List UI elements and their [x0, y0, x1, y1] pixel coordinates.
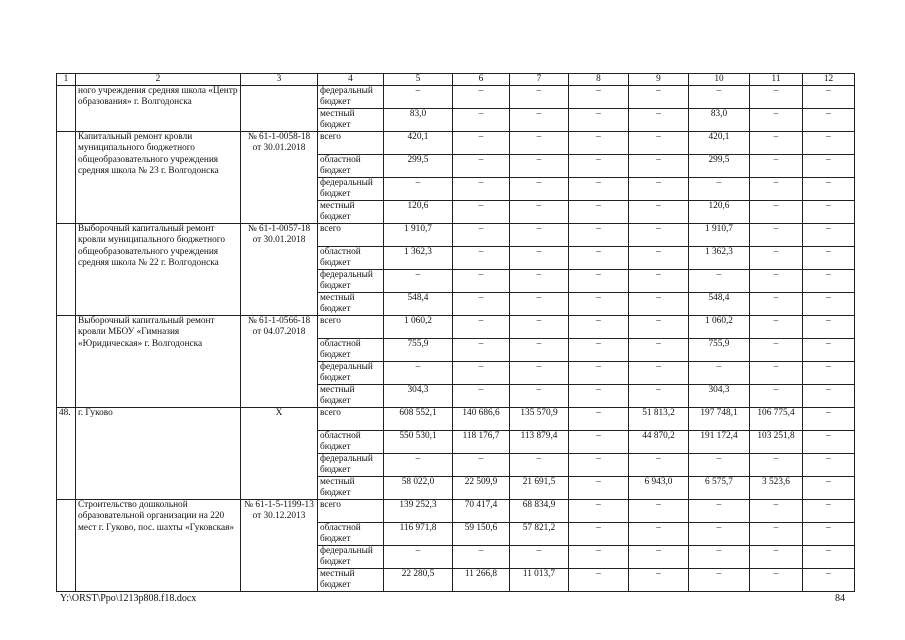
value-cell: 83,0	[689, 109, 750, 132]
value-cell: 106 775,4	[750, 408, 803, 431]
header-row	[57, 74, 855, 86]
funding-type: областной бюджет	[318, 523, 384, 546]
value-cell: –	[803, 109, 855, 132]
value-cell: –	[510, 316, 569, 339]
value-cell: 11 013,7	[510, 569, 569, 592]
value-cell: –	[629, 178, 689, 201]
value-cell: 299,5	[689, 155, 750, 178]
value-cell: –	[803, 569, 855, 592]
value-cell: –	[569, 569, 629, 592]
funding-type: федеральный бюджет	[318, 454, 384, 477]
value-cell: –	[629, 569, 689, 592]
value-cell: 51 813,2	[629, 408, 689, 431]
value-cell: 299,5	[384, 155, 453, 178]
value-cell: –	[750, 569, 803, 592]
value-cell: –	[569, 247, 629, 270]
value-cell: –	[803, 201, 855, 224]
value-cell: –	[453, 362, 510, 385]
value-cell: 6 943,0	[629, 477, 689, 500]
value-cell: 59 150,6	[453, 523, 510, 546]
value-cell: –	[510, 178, 569, 201]
value-cell: –	[750, 178, 803, 201]
value-cell: 304,3	[384, 385, 453, 408]
table-row	[57, 316, 855, 339]
value-cell: –	[689, 569, 750, 592]
value-cell: –	[803, 247, 855, 270]
funding-type: федеральный бюджет	[318, 546, 384, 569]
value-cell: –	[569, 86, 629, 109]
value-cell: –	[569, 132, 629, 155]
funding-type: федеральный бюджет	[318, 86, 384, 109]
column-header: 9	[629, 74, 689, 86]
value-cell: –	[384, 546, 453, 569]
document-number	[241, 86, 318, 132]
value-cell: –	[803, 408, 855, 431]
value-cell: –	[510, 385, 569, 408]
value-cell: –	[569, 178, 629, 201]
funding-type: всего	[318, 224, 384, 247]
value-cell: –	[569, 155, 629, 178]
value-cell: –	[803, 86, 855, 109]
funding-type: местный бюджет	[318, 201, 384, 224]
value-cell: –	[629, 385, 689, 408]
value-cell: 1 910,7	[384, 224, 453, 247]
table-body	[57, 74, 855, 592]
value-cell: –	[510, 293, 569, 316]
value-cell: 420,1	[384, 132, 453, 155]
value-cell: –	[803, 385, 855, 408]
value-cell: 197 748,1	[689, 408, 750, 431]
value-cell: –	[750, 454, 803, 477]
value-cell: –	[629, 224, 689, 247]
funding-type: местный бюджет	[318, 569, 384, 592]
value-cell: 68 834,9	[510, 500, 569, 523]
value-cell: –	[384, 454, 453, 477]
value-cell: –	[750, 385, 803, 408]
document-number: Х	[241, 408, 318, 500]
value-cell: –	[510, 247, 569, 270]
value-cell: –	[510, 224, 569, 247]
value-cell: –	[569, 339, 629, 362]
value-cell: –	[453, 316, 510, 339]
table-row	[57, 224, 855, 247]
funding-type: областной бюджет	[318, 431, 384, 454]
value-cell: –	[750, 316, 803, 339]
value-cell: –	[569, 454, 629, 477]
row-number	[57, 316, 76, 408]
funding-type: местный бюджет	[318, 385, 384, 408]
value-cell: –	[510, 454, 569, 477]
value-cell: –	[453, 109, 510, 132]
value-cell: –	[569, 546, 629, 569]
value-cell: 3 523,6	[750, 477, 803, 500]
funding-type: местный бюджет	[318, 477, 384, 500]
value-cell: –	[803, 362, 855, 385]
footer-file-path: Y:\ORST\Ppo\1213p808.f18.docx	[60, 593, 197, 604]
table-row	[57, 408, 855, 431]
column-header: 7	[510, 74, 569, 86]
value-cell: –	[453, 270, 510, 293]
document-number: № 61-1-0566-18 от 04.07.2018	[241, 316, 318, 408]
funding-type: местный бюджет	[318, 109, 384, 132]
value-cell: –	[629, 339, 689, 362]
value-cell: –	[803, 339, 855, 362]
value-cell: –	[510, 132, 569, 155]
value-cell: 1 060,2	[689, 316, 750, 339]
value-cell: –	[629, 523, 689, 546]
value-cell: –	[510, 546, 569, 569]
value-cell: 44 870,2	[629, 431, 689, 454]
document-number: № 61-1-0057-18 от 30.01.2018	[241, 224, 318, 316]
value-cell: –	[629, 132, 689, 155]
value-cell: –	[629, 270, 689, 293]
value-cell: –	[750, 155, 803, 178]
value-cell: 83,0	[384, 109, 453, 132]
row-number	[57, 224, 76, 316]
column-header: 11	[750, 74, 803, 86]
value-cell: –	[803, 270, 855, 293]
value-cell: –	[689, 454, 750, 477]
value-cell: 304,3	[689, 385, 750, 408]
project-name: Выборочный капитальный ремонт кровли МБОУ «Гимназия «Юридическая» г. Волгодонска	[76, 316, 241, 408]
value-cell: –	[750, 293, 803, 316]
value-cell: 120,6	[689, 201, 750, 224]
value-cell: –	[384, 270, 453, 293]
column-header: 1	[57, 74, 76, 86]
project-name: г. Гуково	[76, 408, 241, 500]
value-cell: –	[803, 454, 855, 477]
funding-type: областной бюджет	[318, 339, 384, 362]
value-cell: –	[629, 316, 689, 339]
value-cell: –	[750, 247, 803, 270]
value-cell: 113 879,4	[510, 431, 569, 454]
value-cell: –	[629, 109, 689, 132]
value-cell: –	[629, 201, 689, 224]
value-cell: –	[569, 224, 629, 247]
value-cell: –	[384, 178, 453, 201]
value-cell: 1 362,3	[384, 247, 453, 270]
project-name: ного учреждения средняя школа «Центр образования» г. Волгодонска	[76, 86, 241, 132]
row-number	[57, 132, 76, 224]
value-cell: –	[510, 86, 569, 109]
value-cell: 120,6	[384, 201, 453, 224]
value-cell: –	[689, 178, 750, 201]
value-cell: 1 362,3	[689, 247, 750, 270]
funding-type: областной бюджет	[318, 247, 384, 270]
value-cell: –	[510, 201, 569, 224]
value-cell: 22 509,9	[453, 477, 510, 500]
value-cell: –	[750, 270, 803, 293]
funding-type: федеральный бюджет	[318, 270, 384, 293]
value-cell: –	[510, 339, 569, 362]
value-cell: –	[803, 477, 855, 500]
value-cell: –	[453, 293, 510, 316]
column-header: 12	[803, 74, 855, 86]
funding-type: федеральный бюджет	[318, 178, 384, 201]
value-cell: –	[569, 523, 629, 546]
value-cell: –	[569, 362, 629, 385]
value-cell: –	[569, 316, 629, 339]
value-cell: –	[384, 362, 453, 385]
column-header: 6	[453, 74, 510, 86]
column-header: 10	[689, 74, 750, 86]
value-cell: 140 686,6	[453, 408, 510, 431]
value-cell: –	[453, 178, 510, 201]
value-cell: –	[750, 500, 803, 523]
funding-type: областной бюджет	[318, 155, 384, 178]
value-cell: 548,4	[384, 293, 453, 316]
value-cell: 548,4	[689, 293, 750, 316]
project-name: Капитальный ремонт кровли муниципального бюджетного общеобразовательного учреждения средняя школа № 23 г. Волгодонска	[76, 132, 241, 224]
project-name: Выборочный капитальный ремонт кровли муниципального бюджетного общеобразовательного учреждения средняя школа № 22 г. Волгодонска	[76, 224, 241, 316]
page-number: 84	[835, 593, 845, 604]
value-cell: –	[453, 385, 510, 408]
value-cell: –	[510, 362, 569, 385]
value-cell: –	[453, 224, 510, 247]
value-cell: –	[689, 86, 750, 109]
funding-type: местный бюджет	[318, 293, 384, 316]
column-header: 4	[318, 74, 384, 86]
value-cell: –	[689, 546, 750, 569]
value-cell: –	[803, 546, 855, 569]
value-cell: –	[569, 408, 629, 431]
value-cell: 1 060,2	[384, 316, 453, 339]
value-cell: –	[689, 500, 750, 523]
funding-type: всего	[318, 132, 384, 155]
table-row	[57, 86, 855, 109]
value-cell: 70 417,4	[453, 500, 510, 523]
value-cell: 135 570,9	[510, 408, 569, 431]
project-name: Строительство дошкольной образовательной организации на 220 мест г. Гуково, пос. шахты «Гуковская»	[76, 500, 241, 592]
value-cell: –	[453, 546, 510, 569]
table-row	[57, 500, 855, 523]
value-cell: 139 252,3	[384, 500, 453, 523]
value-cell: –	[629, 293, 689, 316]
value-cell: 420,1	[689, 132, 750, 155]
value-cell: –	[510, 270, 569, 293]
column-header: 8	[569, 74, 629, 86]
value-cell: 755,9	[689, 339, 750, 362]
value-cell: –	[453, 86, 510, 109]
value-cell: –	[453, 201, 510, 224]
value-cell: 58 022,0	[384, 477, 453, 500]
value-cell: 118 176,7	[453, 431, 510, 454]
value-cell: –	[629, 500, 689, 523]
value-cell: –	[569, 477, 629, 500]
value-cell: 116 971,8	[384, 523, 453, 546]
value-cell: –	[803, 178, 855, 201]
value-cell: –	[750, 132, 803, 155]
funding-type: всего	[318, 408, 384, 431]
value-cell: 1 910,7	[689, 224, 750, 247]
row-number	[57, 86, 76, 132]
value-cell: –	[510, 155, 569, 178]
funding-type: всего	[318, 316, 384, 339]
document-number: № 61-1-5-1199-13 от 30.12.2013	[241, 500, 318, 592]
value-cell: –	[384, 86, 453, 109]
value-cell: –	[750, 86, 803, 109]
budget-table	[56, 73, 855, 592]
value-cell: 755,9	[384, 339, 453, 362]
value-cell: 191 172,4	[689, 431, 750, 454]
value-cell: –	[453, 132, 510, 155]
value-cell: –	[510, 109, 569, 132]
funding-type: всего	[318, 500, 384, 523]
value-cell: 6 575,7	[689, 477, 750, 500]
value-cell: –	[453, 339, 510, 362]
value-cell: –	[569, 431, 629, 454]
value-cell: 11 266,8	[453, 569, 510, 592]
value-cell: –	[453, 454, 510, 477]
value-cell: 608 552,1	[384, 408, 453, 431]
value-cell: –	[750, 546, 803, 569]
column-header: 5	[384, 74, 453, 86]
value-cell: –	[569, 270, 629, 293]
value-cell: –	[453, 155, 510, 178]
value-cell: –	[689, 270, 750, 293]
value-cell: –	[750, 224, 803, 247]
value-cell: –	[750, 201, 803, 224]
value-cell: 21 691,5	[510, 477, 569, 500]
value-cell: –	[803, 431, 855, 454]
value-cell: –	[750, 523, 803, 546]
column-header: 2	[76, 74, 241, 86]
value-cell: –	[569, 293, 629, 316]
value-cell: –	[569, 500, 629, 523]
row-number: 48.	[57, 408, 76, 500]
value-cell: –	[629, 362, 689, 385]
value-cell: 57 821,2	[510, 523, 569, 546]
table-row	[57, 132, 855, 155]
value-cell: –	[803, 523, 855, 546]
value-cell: –	[803, 293, 855, 316]
value-cell: –	[569, 201, 629, 224]
value-cell: –	[803, 500, 855, 523]
value-cell: 550 530,1	[384, 431, 453, 454]
value-cell: 103 251,8	[750, 431, 803, 454]
value-cell: –	[629, 454, 689, 477]
funding-type: федеральный бюджет	[318, 362, 384, 385]
value-cell: –	[569, 109, 629, 132]
value-cell: –	[803, 224, 855, 247]
value-cell: –	[689, 362, 750, 385]
value-cell: –	[689, 523, 750, 546]
value-cell: –	[629, 247, 689, 270]
value-cell: –	[629, 546, 689, 569]
value-cell: –	[569, 385, 629, 408]
value-cell: 22 280,5	[384, 569, 453, 592]
document-number: № 61-1-0058-18 от 30.01.2018	[241, 132, 318, 224]
value-cell: –	[629, 155, 689, 178]
column-header: 3	[241, 74, 318, 86]
value-cell: –	[750, 339, 803, 362]
value-cell: –	[803, 316, 855, 339]
value-cell: –	[803, 155, 855, 178]
row-number	[57, 500, 76, 592]
value-cell: –	[750, 109, 803, 132]
value-cell: –	[750, 362, 803, 385]
value-cell: –	[629, 86, 689, 109]
value-cell: –	[453, 247, 510, 270]
value-cell: –	[803, 132, 855, 155]
